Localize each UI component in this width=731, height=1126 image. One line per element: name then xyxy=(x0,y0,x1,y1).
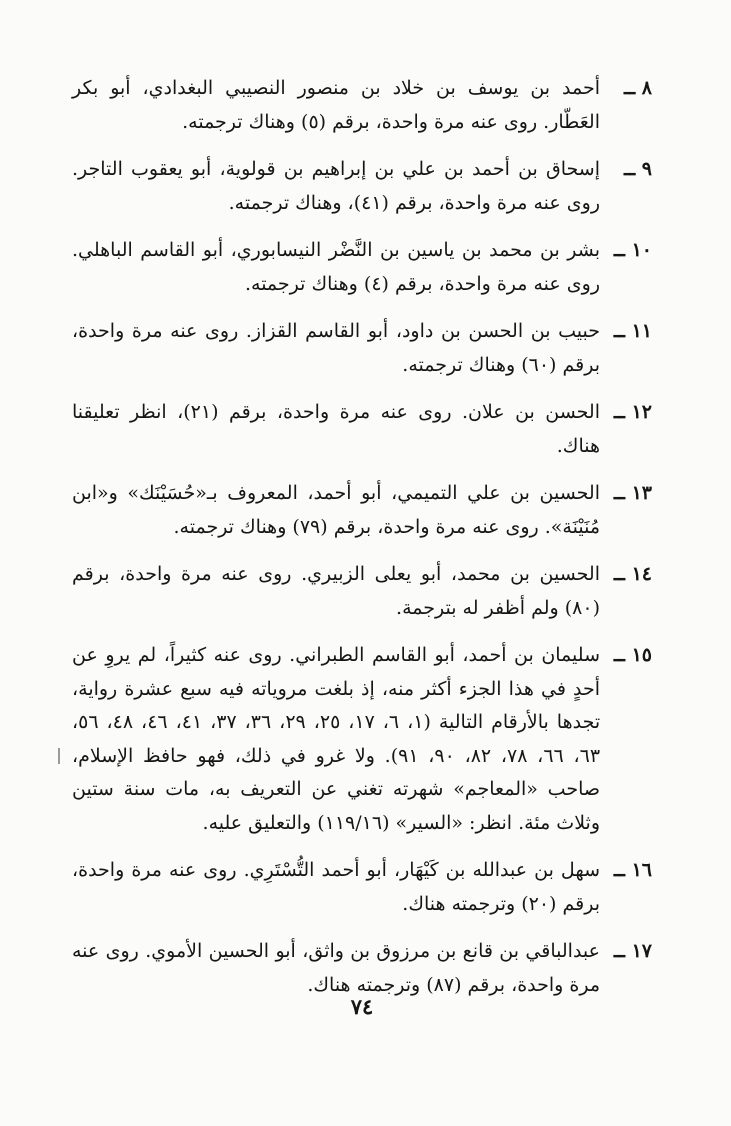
page-number: ٧٤ xyxy=(350,994,374,1019)
entries-list xyxy=(72,72,652,1002)
list-item xyxy=(72,315,652,382)
list-item xyxy=(72,639,652,840)
entry-text: الحسين بن علي التميمي، أبو أحمد، المعروف بـ«حُسَيْنَك» و«ابن مُنَيْنَة». روى عنه مرة واحدة، برقم (٧٩) وهناك ترجمته. xyxy=(72,482,600,538)
entry-number: ١٦ ــ xyxy=(613,859,652,881)
entry-number: ١٠ ــ xyxy=(613,239,652,261)
entry-text: حبيب بن الحسن بن داود، أبو القاسم القزاز. روى عنه مرة واحدة، برقم (٦٠) وهناك ترجمته. xyxy=(72,320,600,376)
list-item xyxy=(72,477,652,544)
entry-number: ٨ ــ xyxy=(624,77,652,99)
entry-number: ١١ ــ xyxy=(613,320,652,342)
list-item xyxy=(72,72,652,139)
entry-number: ٩ ــ xyxy=(624,158,652,180)
entry-number: ١٧ ــ xyxy=(613,940,652,962)
entry-text: الحسن بن علان. روى عنه مرة واحدة، برقم (٢١)، انظر تعليقنا هناك. xyxy=(72,401,601,457)
list-item xyxy=(72,396,652,463)
margin-mark xyxy=(58,748,60,764)
list-item xyxy=(72,153,652,220)
entry-text: سليمان بن أحمد، أبو القاسم الطبراني. روى عنه كثيراً، لم يروِ عن أحدٍ في هذا الجزء أكثر منه، إذ بلغت مروياته فيه سبع عشرة رواية، تجدها بالأرقام التالية (١، ٦، ١٧، ٢٥، ٢٩، ٣٦، ٣٧، ٤١، ٤٦، ٤٨، ٥٦، ٦٣، ٦٦، ٧٨، ٨٢، ٩٠، ٩١). ولا غرو في ذلك، فهو حافظ الإسلام، صاحب «المعاجم» شهرته تغني عن التعريف به، مات سنة ستين وثلاث مئة. انظر: «السير» (١١٩/١٦) والتعليق عليه. xyxy=(72,644,601,834)
book-page xyxy=(72,72,652,1052)
entry-text: سهل بن عبدالله بن كَيْهَار، أبو أحمد التُّسْتَرِي. روى عنه مرة واحدة، برقم (٢٠) وترجمته هناك. xyxy=(72,859,600,915)
entry-text: بشر بن محمد بن ياسين بن النَّضْر النيسابوري، أبو القاسم الباهلي. روى عنه مرة واحدة، برقم (٤) وهناك ترجمته. xyxy=(72,239,600,295)
entry-number: ١٣ ــ xyxy=(613,482,652,504)
list-item xyxy=(72,854,652,921)
entry-number: ١٥ ــ xyxy=(613,644,652,666)
list-item xyxy=(72,234,652,301)
list-item xyxy=(72,558,652,625)
entry-text: عبدالباقي بن قانع بن مرزوق بن واثق، أبو الحسين الأموي. روى عنه مرة واحدة، برقم (٨٧) وترجمته هناك. xyxy=(72,940,600,996)
list-item xyxy=(72,935,652,1002)
entry-text: أحمد بن يوسف بن خلاد بن منصور النصيبي البغدادي، أبو بكر العَطّار. روى عنه مرة واحدة، برقم (٥) وهناك ترجمته. xyxy=(72,77,600,133)
entry-text: الحسين بن محمد، أبو يعلى الزبيري. روى عنه مرة واحدة، برقم (٨٠) ولم أظفر له بترجمة. xyxy=(72,563,600,619)
entry-number: ١٤ ــ xyxy=(613,563,652,585)
entry-number: ١٢ ــ xyxy=(613,401,652,423)
entry-text: إسحاق بن أحمد بن علي بن إبراهيم بن قولوية، أبو يعقوب التاجر. روى عنه مرة واحدة، برقم (٤١)، وهناك ترجمته. xyxy=(72,158,600,214)
